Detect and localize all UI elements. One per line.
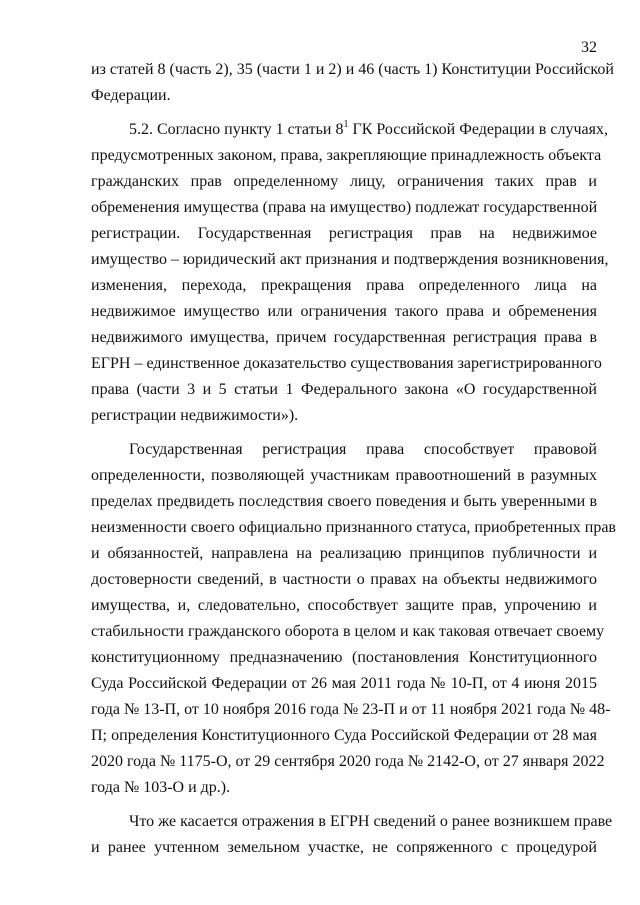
text-line: имущества, и, следовательно, способствует защите прав, упрочению и — [91, 597, 597, 614]
text-line: Государственная регистрация права способствует правовой — [129, 441, 597, 458]
text-line: изменения, перехода, прекращения права определенного лица на — [91, 277, 597, 294]
text-line: недвижимого имущества, причем государственная регистрация права в — [91, 329, 597, 346]
text-line: гражданских прав определенному лицу, ограничения таких прав и — [91, 173, 597, 190]
text-line: из статей 8 (часть 2), 35 (части 1 и 2) и 46 (часть 1) Конституции Российской — [91, 61, 614, 78]
text-line: регистрации недвижимости»). — [91, 407, 299, 424]
text-line: Федерации. — [91, 87, 171, 104]
text-line: регистрации. Государственная регистрация прав на недвижимое — [91, 225, 597, 242]
paragraph-4 — [91, 809, 613, 861]
text-line: определенности, позволяющей участникам правоотношений в разумных — [91, 467, 597, 484]
page-number: 32 — [581, 39, 597, 56]
paragraph-1 — [91, 57, 614, 109]
text-line: года № 13-П, от 10 ноября 2016 года № 23-П и от 11 ноября 2021 года № 48- — [91, 701, 611, 718]
text-line: обременения имущества (права на имущество) подлежат государственной — [91, 199, 598, 216]
paragraph-2 — [91, 117, 609, 429]
footnote-superscript: 1 — [343, 118, 349, 130]
text-line: пределах предвидеть последствия своего поведения и быть уверенными в — [91, 493, 597, 510]
text-line: и ранее учтенном земельном участке, не сопряженного с процедурой — [91, 839, 597, 856]
document-body — [91, 57, 616, 861]
text-line: предусмотренных законом, права, закрепляющие принадлежность объекта — [91, 147, 602, 164]
paragraph-3 — [91, 437, 616, 801]
text-line: Что же касается отражения в ЕГРН сведений о ранее возникшем праве — [129, 813, 613, 830]
text-line: года № 103-О и др.). — [91, 779, 231, 796]
text-line: стабильности гражданского оборота в целом и как таковая отвечает своему — [91, 623, 605, 640]
text-line: Суда Российской Федерации от 26 мая 2011 года № 10-П, от 4 июня 2015 — [91, 675, 597, 692]
text-line: 2020 года № 1175-О, от 29 сентября 2020 года № 2142-О, от 27 января 2022 — [91, 753, 605, 770]
text-line: 5.2. Согласно пункту 1 статьи $8^1$ ГК Российской Федерации в случаях, — [129, 118, 608, 138]
text-line: ЕГРН – единственное доказательство существования зарегистрированного — [91, 355, 602, 372]
text-line: недвижимое имущество или ограничения такого права и обременения — [91, 303, 597, 320]
text-line: права (части 3 и 5 статьи 1 Федерального закона «О государственной — [91, 381, 597, 398]
text-line: конституционному предназначению (постановления Конституционного — [91, 649, 597, 666]
text-line: неизменности своего официально признанного статуса, приобретенных прав — [91, 519, 616, 536]
text-line: достоверности сведений, в частности о правах на объекты недвижимого — [91, 571, 597, 588]
text-line: имущество – юридический акт признания и подтверждения возникновения, — [91, 251, 609, 268]
text-line: П; определения Конституционного Суда Российской Федерации от 28 мая — [91, 727, 597, 744]
text-line: и обязанностей, направлена на реализацию принципов публичности и — [91, 545, 597, 562]
